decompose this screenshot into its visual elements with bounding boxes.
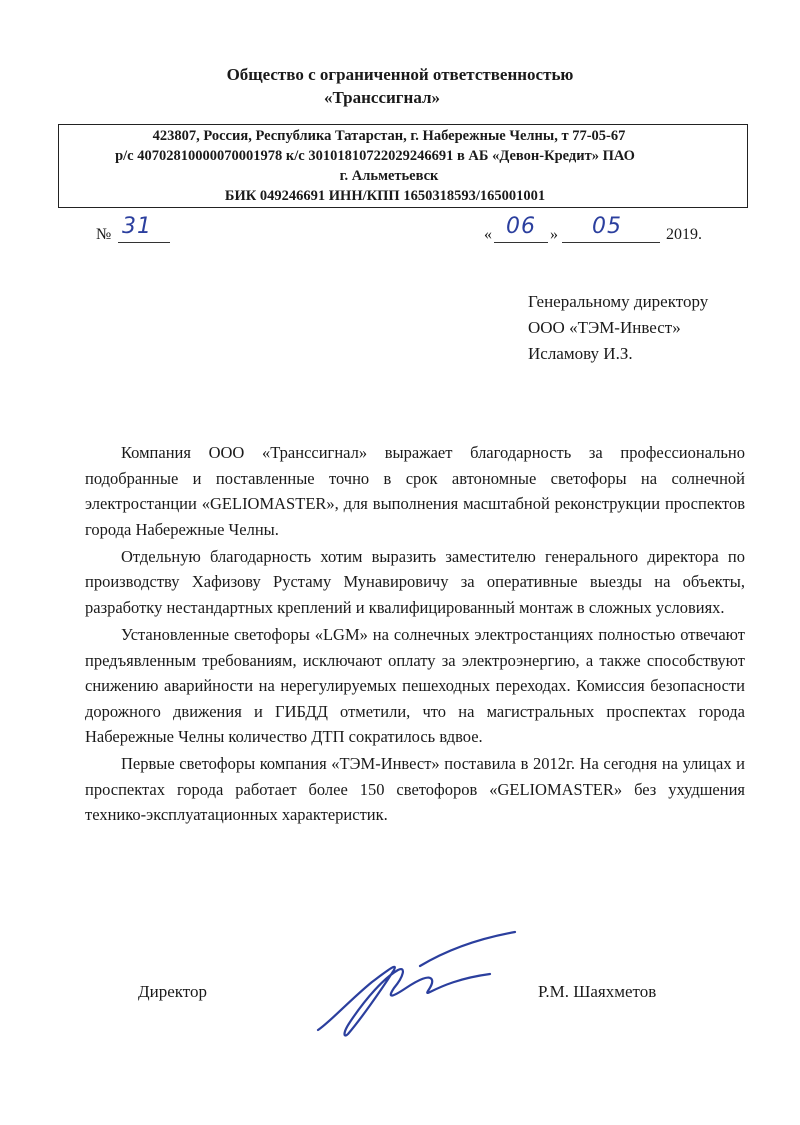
org-name-line1: Общество с ограниченной ответственностью [226, 65, 574, 84]
addressee-position: Генеральному директору [528, 292, 709, 311]
body-paragraph-3: Установленные светофоры «LGM» на солнечных электростанциях полностью отвечают предъявленным требованиям, исключают оплату за электроэнергию, а также способствуют снижению аварийности на нерегулируемых пешеходных переходах. Комиссия безопасности дорожного движения и ГИБДД отметили, что на магистральных проспектах города Набережные Челны количество ДТП сократилось вдвое. [85, 624, 745, 747]
date-day-value: 06 [506, 214, 536, 239]
date-quote-open: « [484, 226, 492, 243]
signer-role: Директор [138, 982, 207, 1001]
requisites-bank-account: р/с 40702810000070001978 к/с 30101810722029246691 в АБ «Девон-Кредит» ПАО [115, 148, 635, 164]
requisites-bank-city: г. Альметьевск [339, 168, 439, 184]
date-day-underline [494, 242, 548, 243]
requisites-bik-inn: БИК 049246691 ИНН/КПП 1650318593/165001001 [224, 188, 546, 204]
requisites-address: 423807, Россия, Республика Татарстан, г. Набережные Челны, т 77-05-67 [152, 128, 626, 144]
org-name-line2: «Транссигнал» [323, 88, 441, 107]
addressee-name: Исламову И.З. [528, 344, 633, 363]
outgoing-number-label: № [96, 226, 112, 243]
date-month-value: 05 [592, 214, 622, 239]
letter-body [85, 440, 745, 829]
body-paragraph-2: Отдельную благодарность хотим выразить заместителю генерального директора по производству Хафизову Рустаму Мунавировичу за оперативные выезды на объекты, разработку нестандартных креплений и квалифицированный монтаж в сложных условиях. [85, 546, 745, 617]
body-paragraph-4: Первые светофоры компания «ТЭМ-Инвест» поставила в 2012г. На сегодня на улицах и проспектах города работает более 150 светофоров «GELIOMASTER» без ухудшения технико-эксплуатационных характеристик. [85, 754, 745, 825]
handwritten-signature [310, 930, 540, 1040]
outgoing-number-underline [118, 242, 170, 243]
body-paragraph-1: Компания ООО «Транссигнал» выражает благодарность за профессионально подобранные и поставленные точно в срок автономные светофоры на солнечной электростанции «GELIOMASTER», для выполнения масштабной реконструкции проспектов города Набережные Челны. [85, 443, 745, 539]
date-quote-close: » [550, 226, 558, 243]
outgoing-number-value: 31 [122, 214, 152, 239]
addressee-company: ООО «ТЭМ-Инвест» [528, 318, 681, 337]
date-month-underline [562, 242, 660, 243]
date-year: 2019. [666, 226, 702, 243]
signer-name: Р.М. Шаяхметов [538, 982, 657, 1001]
